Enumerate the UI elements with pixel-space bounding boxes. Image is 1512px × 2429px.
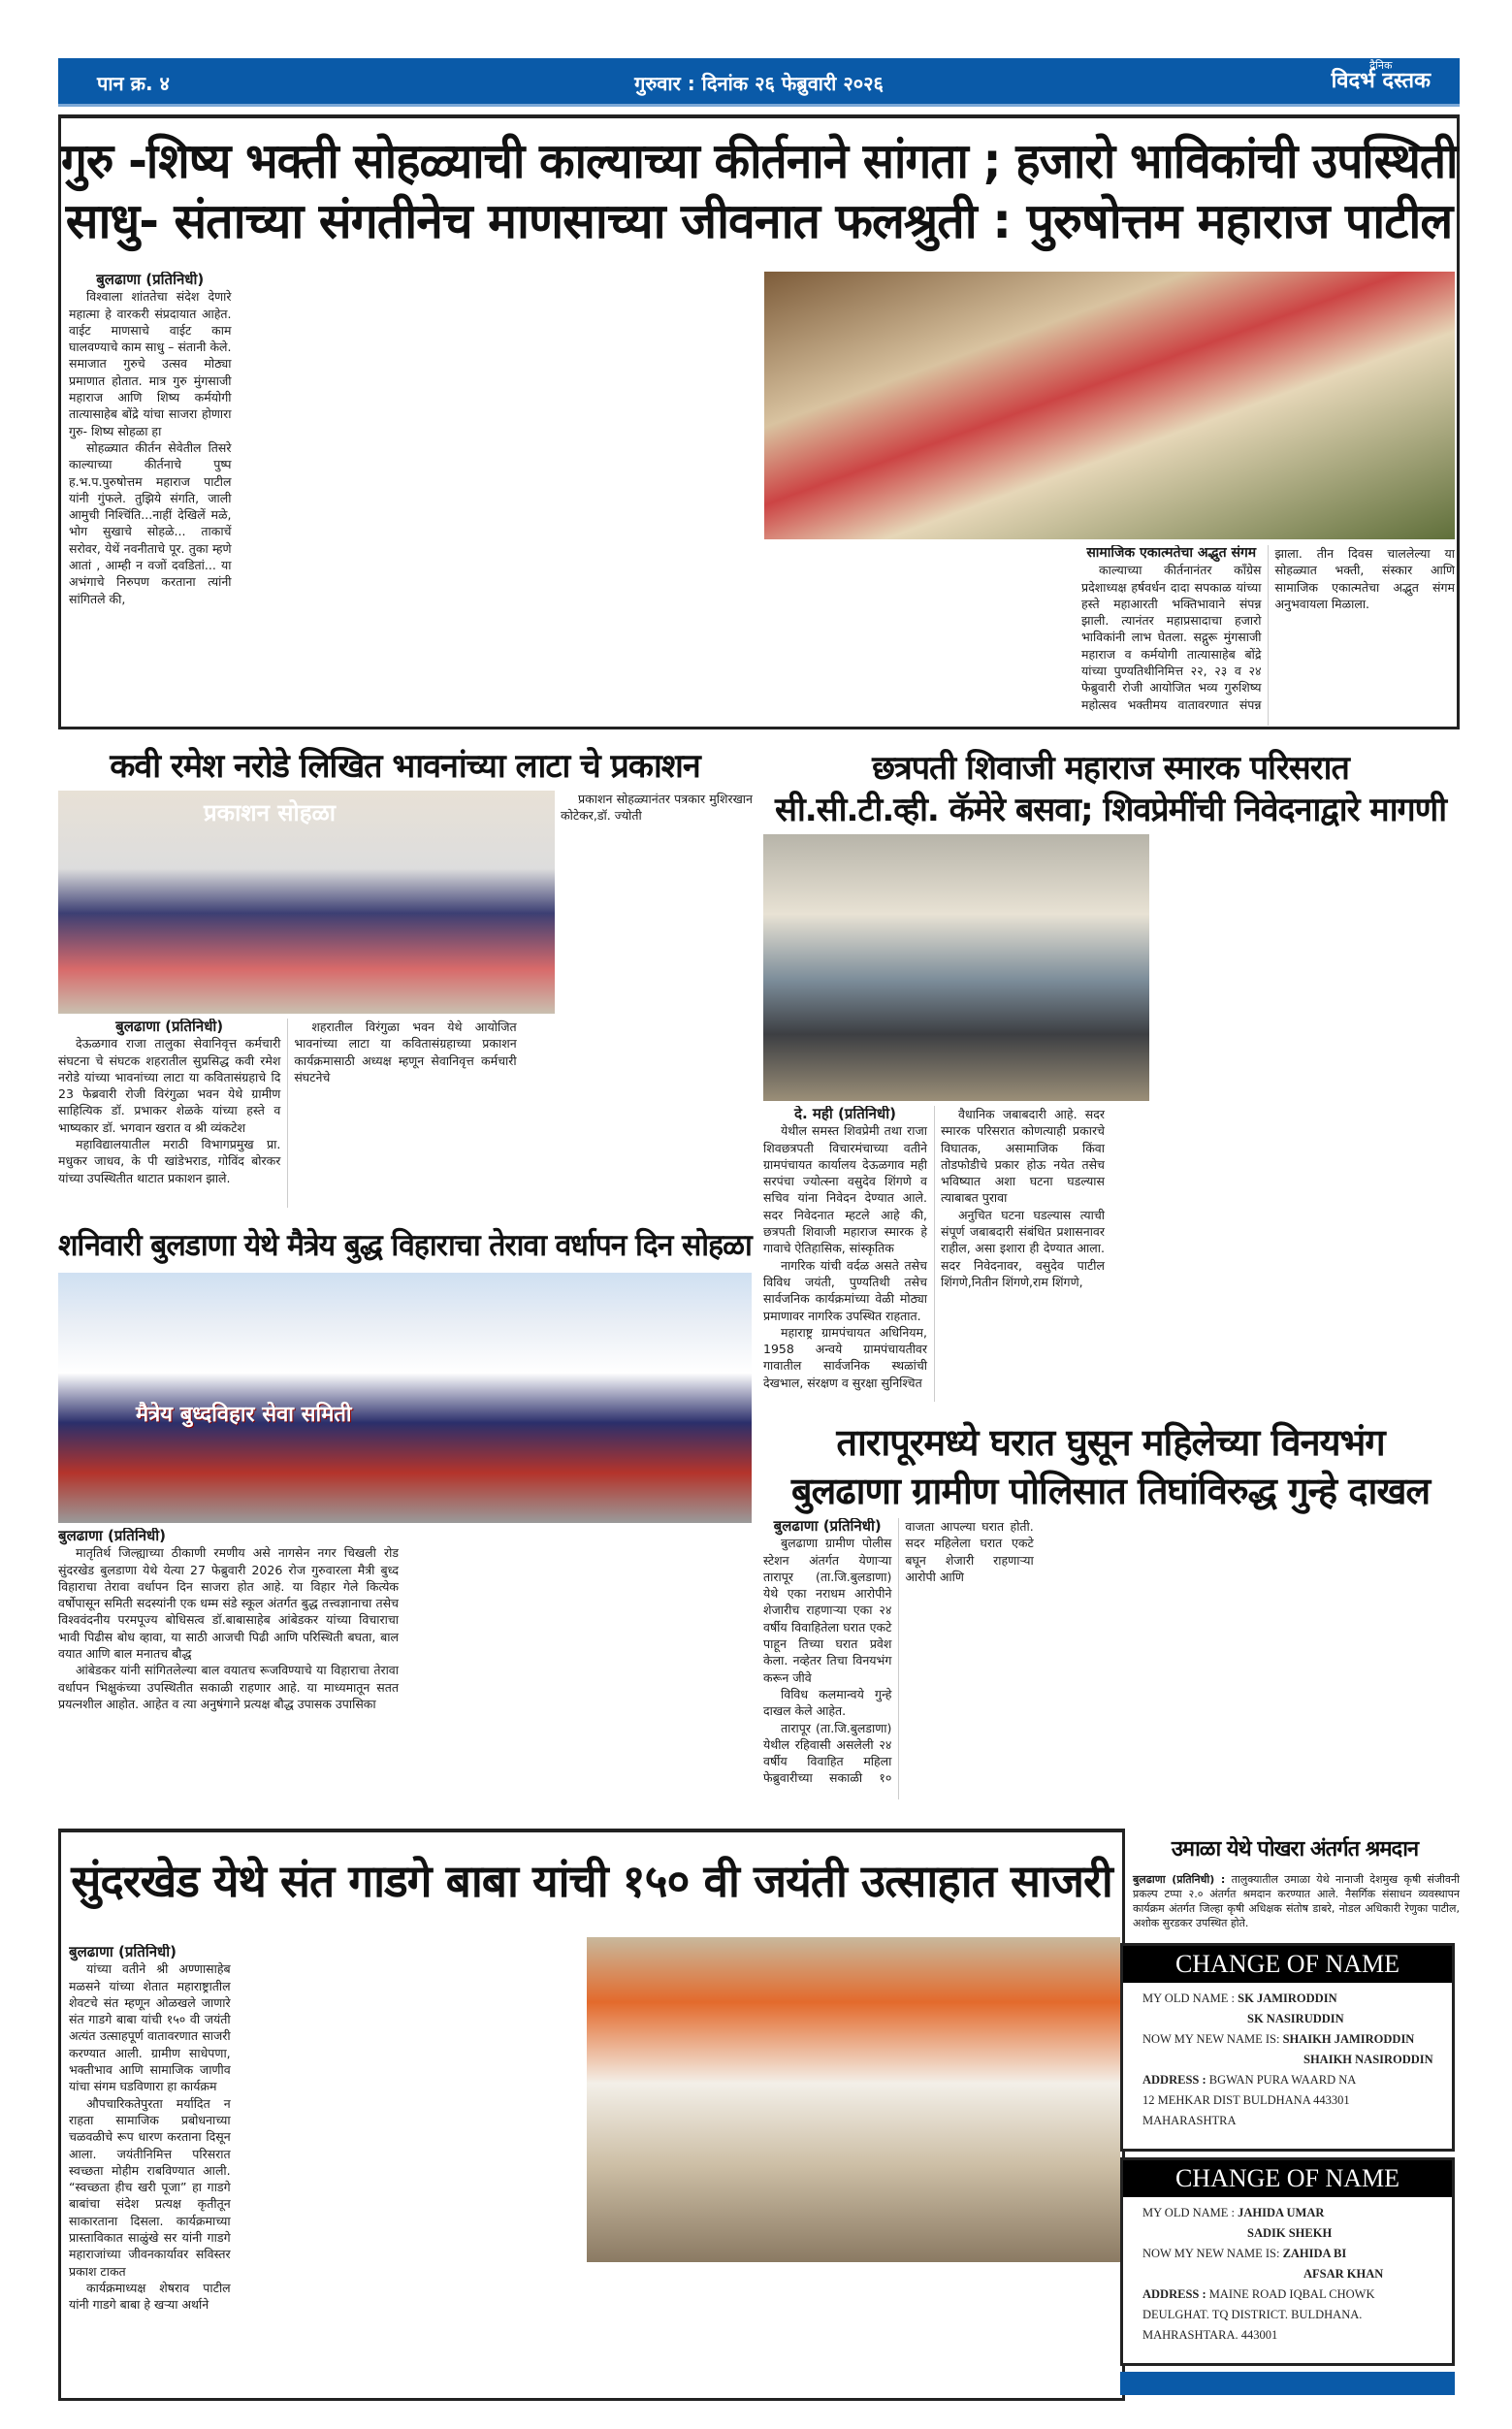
paragraph: यांच्या वतीने श्री अण्णासाहेब मळसने यांच्या शेतात महाराष्ट्रातील शेवटचे संत म्हणून ओळखले जाणारे संत गाडगे बाबा यांची १५० वी जयंती अत्यंत उत्साहपूर्ण वातावरणात साजरी करण्यात आली. ग्रामीण साधेपणा, भक्तीभाव आणि सामाजिक जाणीव यांचा संगम घडविणारा हा कार्यक्रम [69, 1961, 231, 2094]
page-number: पान क्र. ४ [97, 72, 170, 95]
lead-headline-1: गुरु -शिष्य भक्ती सोहळ्याची काल्याच्या कीर्तनाने सांगता ; हजारो भाविकांची उपस्थिती [61, 133, 1458, 189]
paragraph: सोहळ्यात कीर्तन सेवेतील तिसरे काल्याच्या कीर्तनाचे पुष्प ह.भ.प.पुरुषोत्तम महाराज पाटील यांनी गुंफले. तुझिये संगति, जाली आमुची निश्चिंति...नाहीं देखिलें मळे, भोग सुखाचे सोहळे... ताकाचें सरोवर, येथें नवनीताचे पूर. तुका म्हणे आतां , आम्ही न वजों दवडितां... या अभंगाचे निरुपण करताना त्यांनी सांगितले की, [69, 439, 232, 606]
kavi-side-text [561, 791, 753, 1012]
paragraph: तालुक्यातील उमाळा येथे नानाजी देशमुख कृषी संजीवनी प्रकल्प टप्पा २.० अंतर्गत श्रमदान करण्यात आले. नैसर्गिक संसाधन व्यवस्थापन कार्यक्रम अंतर्गत जिल्हा कृषी अधिक्षक संतोष डाबरे, नोडल अधिकारी रेणुका पाटील, अशोक सुरडकर उपस्थित होते. [1133, 1873, 1460, 1929]
paragraph: विश्वाला शांततेचा संदेश देणारे महात्मा हे वारकरी संप्रदायात आहेत. वाईट माणसाचे वाईट काम घालवण्याचे काम साधु – संतानी केले. समाजात गुरुचे उत्सव मोठ्या प्रमाणात होतात. मात्र गुरु मुंगसाजी महाराज आणि शिष्य कर्मयोगी तात्यासाहेब बोंद्रे यांचा साजरा होणारा गुरु- शिष्य सोहळा हा [69, 289, 232, 438]
gadge-photo [587, 1937, 1120, 2262]
vihar-photo [58, 1273, 752, 1523]
new-name: ZAHIDA BI [1282, 2247, 1347, 2260]
old-name: JAHIDA UMAR [1238, 2206, 1325, 2219]
lead-body [69, 272, 759, 724]
change-of-name-notice: CHANGE OF NAME MY OLD NAME : JAHIDA UMAR SADIK SHEKH NOW MY NEW NAME IS: ZAHIDA BI AFSAR KHAN ADDRESS : MAINE ROAD IQBAL CHOWK DEULGHAT. TQ DISTRICT. BULDHANA. MAHRASHTARA. 443001 [1120, 2157, 1455, 2366]
byline: बुलढाणा (प्रतिनिधी) : [1133, 1873, 1226, 1886]
paragraph: वैधानिक जबाबदारी आहे. सदर स्मारक परिसरात कोणत्याही प्रकारचे विघातक, असामाजिक किंवा तोडफोडीचे प्रकार होऊ नयेत तसेच भविष्यात अशा घटना घडल्यास त्याबाबत पुरावा [941, 1107, 1105, 1206]
byline: बुलढाणा (प्रतिनिधी) [69, 1944, 177, 1960]
paragraph: औपचारिकतेपुरता मर्यादित न राहता सामाजिक प्रबोधनाच्या चळवळीचे रूप धारण करताना दिसून आला. जयंतीनिमित्त परिसरात स्वच्छता मोहीम राबविण्यात आली. “स्वच्छता हीच खरी पूजा” हा गाडगे बाबांचा संदेश प्रत्यक्ष कृतीतून साकारताना दिसला. कार्यक्रमाच्या प्रास्ताविकात साळुंखे सर यांनी गाडगे महाराजांच्या जीवनकार्यावर सविस्तर प्रकाश टाकत [69, 2095, 231, 2279]
kavi-body [58, 1019, 753, 1208]
vihar-headline: शनिवारी बुलडाणा येथे मैत्रेय बुद्ध विहाराचा तेरावा वर्धापन दिन सोहळा [58, 1228, 752, 1263]
new-name-2: SHAIKH NASIRODDIN [1303, 2053, 1433, 2066]
lead-headline-2: साधु- संताच्या संगतीनेच माणसाच्या जीवनात फलश्रुती : पुरुषोत्तम महाराज पाटील [65, 193, 1453, 249]
byline: बुलढाणा (प्रतिनिधी) [773, 1518, 882, 1535]
paragraph: अनुचित घटना घडल्यास त्याची संपूर्ण जबाबदारी संबंधित प्रशासनावर राहील, असा इशारा ही देण्यात आला. सदर निवेदनावर, वसुदेव पाटील शिंगणे,नितीन शिंगणे,राम शिंगणे, [941, 1207, 1105, 1289]
address: MAINE ROAD IQBAL CHOWK [1208, 2287, 1375, 2301]
tarapur-body [763, 1518, 1460, 1799]
notice-title: CHANGE OF NAME [1123, 1946, 1452, 1983]
lead-photo [764, 272, 1455, 539]
change-of-name-notice: CHANGE OF NAME MY OLD NAME : SK JAMIRODDIN SK NASIRUDDIN NOW MY NEW NAME IS: SHAIKH JAMIRODDIN SHAIKH NASIRODDIN ADDRESS : BGWAN PURA WAARD NA 12 MEHKAR DIST BULDHANA 443301 MAHARASHTRA [1120, 1943, 1455, 2152]
masthead-bar [58, 58, 1460, 107]
old-name-2: SADIK SHEKH [1247, 2226, 1333, 2240]
paragraph: मातृतिर्थ जिल्ह्याच्या ठीकाणी रमणीय असे नागसेन नगर चिखली रोड सुंदरखेड बुलडाणा येथे येत्या 27 फेब्रुवारी 2026 रोज गुरुवारला मैत्री बुध्द विहाराचा तेरावा वर्धापन दिन साजरा होत आहे. या विहार गेले कित्येक वर्षोपासून समिती सदस्यांनी एक धम्म संडे स्कूल अंतर्गत बुद्ध तत्त्वज्ञानाचा तसेच विश्ववंदनीय परमपूज्य बोधिसत्व डॉ.बाबासाहेब आंबेडकर यांच्या विचाराचा भावी पिढीस बोध व्हावा, या साठी आजची पिढी आणि परिस्थिती बघता, बाल वयात आणि बाल मनातच बौद्ध [58, 1545, 399, 1662]
byline: बुलढाणा (प्रतिनिधी) [115, 1019, 224, 1035]
shivaji-headline-2: सी.सी.टी.व्ही. कॅमेरे बसवा; शिवप्रेमींची निवेदनाद्वारे मागणी [774, 791, 1447, 829]
paragraph: देऊळगाव राजा तालुका सेवानिवृत्त कर्मचारी संघटना चे संघटक शहरातील सुप्रसिद्ध कवी रमेश नरोडे यांच्या भावनांच्या लाटा या कवितासंग्रहाचे दि 23 फेब्रवारी रोजी विरंगुळा भवन येथे ग्रामीण साहित्यिक डॉ. प्रभाकर शेळके यांच्या हस्ते व भाष्यकार डॉ. भगवान खरात व श्री व्यंकटेश [58, 1036, 281, 1135]
old-name-2: SK NASIRUDDIN [1247, 2012, 1344, 2025]
byline: दे. मही (प्रतिनिधी) [794, 1106, 896, 1122]
shivaji-body [763, 1106, 1460, 1402]
paragraph: काल्याच्या कीर्तनानंतर काँग्रेस प्रदेशाध्यक्ष हर्षवर्धन दादा सपकाळ यांच्या हस्ते महाआरती भक्तिभावाने संपन्न झाली. त्यानंतर महाप्रसादाचा हजारो भाविकांनी लाभ घेतला. सद्गुरू मुंगसाजी महाराज व कर्मयोगी तात्यासाहेब बोंद्रे यांच्या पुण्यतिथीनिमित्त २२, २३ व २४ फेब्रुवारी रोजी आयोजित भव्य गुरुशिष्य महोत्सव भक्तीमय वातावरणात संपन्न झाला. तीन दिवस चाललेल्या या सोहळ्यात भक्ती, संस्कार आणि सामाजिक एकात्मतेचा अद्भुत संगम अनुभवायला मिळाला. [1081, 546, 1455, 712]
paragraph: प्रकाशन सोहळ्यानंतर पत्रकार मुशिरखान कोटेकर,डॉ. ज्योती [561, 792, 753, 824]
old-name: SK JAMIRODDIN [1238, 1992, 1337, 2005]
paragraph: आंबेडकर यांनी सांगितलेल्या बाल वयातच रूजविण्याचे या विहाराचा तेरावा वर्धापन भिक्षुकंच्या उपस्थितीत सकाळी राहणार आहे. या माध्यमातून सतत प्रयत्नशील आहोत. आहेत व त्या अनुषंगाने प्रत्यक्ष बौद्ध उपासक उपासिका [58, 1663, 399, 1711]
tarapur-headline-1: तारापूरमध्ये घरात घुसून महिलेच्या विनयभंग [836, 1421, 1385, 1464]
notice-title: CHANGE OF NAME [1123, 2160, 1452, 2197]
gadge-headline: सुंदरखेड येथे संत गाडगे बाबा यांची १५० वी जयंती उत्साहात साजरी [71, 1855, 1112, 1907]
paragraph: नागरिक यांची वर्दळ असते तसेच विविध जयंती, पुण्यतिथी तसेच सार्वजनिक कार्यक्रमांच्या वेळी मोठ्या प्रमाणावर नागरिक उपस्थित राहतात. [763, 1257, 927, 1323]
umala-headline: उमाळा येथे पोखरा अंतर्गत श्रमदान [1171, 1837, 1419, 1862]
paragraph: महाविद्यालयातील मराठी विभागप्रमुख प्रा. मधुकर जाधव, के पी खांडेभराड, गोविंद बोरकर यांच्या उपस्थितीत थाटात प्रकाशन झाले. [58, 1137, 281, 1185]
subheading: सामाजिक एकात्मतेचा अद्भुत संगम [1086, 545, 1257, 561]
paragraph: येथील समस्त शिवप्रेमी तथा राजा शिवछत्रपती विचारमंचाच्या वतीने ग्रामपंचायत कार्यालय देऊळगाव मही सरपंचा ज्योत्स्ना वसुदेव शिंगणे व सचिव यांना निवेदन देण्यात आले. सदर निवेदनात म्हटले आहे की, छत्रपती शिवाजी महाराज स्मारक हे गावाचे ऐतिहासिक, सांस्कृतिक [763, 1123, 927, 1256]
paragraph: विविध कलमान्वये गुन्हे दाखल केले आहेत. [763, 1686, 892, 1719]
new-name: SHAIKH JAMIRODDIN [1282, 2032, 1415, 2046]
paragraph: बुलढाणा ग्रामीण पोलीस स्टेशन अंतर्गत येणाऱ्या तारापूर (ता.जि.बुलडाणा) येथे एका नराधम आरोपीने शेजारीच राहणाऱ्या एका २४ वर्षीय विवाहितेला घरात एकटे पाहून तिच्या घरात प्रवेश केला. नव्हेतर तिचा विनयभंग करून जीवे [763, 1536, 892, 1685]
byline: बुलढाणा (प्रतिनिधी) [96, 272, 205, 288]
byline: बुलढाणा (प्रतिनिधी) [58, 1528, 167, 1544]
lead-sub-body [1081, 545, 1455, 726]
vihar-sign-text: मैत्रेय बुध्दविहार सेवा समिती [136, 1403, 352, 1427]
paragraph: कार्यक्रमाध्यक्ष शेषराव पाटील यांनी गाडगे बाबा हे खऱ्या अर्थाने [69, 2280, 231, 2313]
newspaper-logo: दैनिक विदर्भ दस्तक [1331, 59, 1431, 93]
footer-bar [1120, 2372, 1455, 2395]
paragraph: शहरातील विरंगुळा भवन येथे आयोजित भावनांच्या लाटा या कवितासंग्रहाच्या प्रकाशन कार्यक्रमासाठी अध्यक्ष म्हणून सेवानिवृत्त कर्मचारी संघटनेचे [294, 1020, 517, 1085]
shivaji-side [1156, 834, 1460, 835]
kavi-headline: कवी रमेश नरोडे लिखित भावनांच्या लाटा चे प्रकाशन [110, 747, 700, 786]
kavi-photo [58, 791, 555, 1014]
umala-body [1133, 1872, 1460, 1930]
vihar-body [58, 1528, 753, 1799]
photo-banner-text: प्रकाशन सोहळा [204, 799, 336, 826]
new-name-2: AFSAR KHAN [1303, 2267, 1384, 2281]
issue-date: गुरुवार : दिनांक २६ फेब्रुवारी २०२६ [634, 72, 884, 95]
tarapur-headline-2: बुलढाणा ग्रामीण पोलिसात तिघांविरुद्ध गुन्हे दाखल [790, 1470, 1431, 1512]
paragraph: तारापूर (ता.जि.बुलडाणा) येथील रहिवासी असलेली २४ वर्षीय विवाहित महिला फेब्रुवारीच्या सकाळी १० वाजता आपल्या घरात होती. सदर महिलेला घरात एकटे बघून शेजारी राहणाऱ्या आरोपी आणि [763, 1519, 1034, 1786]
shivaji-photo [763, 834, 1149, 1101]
gadge-article [58, 1829, 1125, 2401]
lead-article [58, 114, 1460, 729]
gadge-body [69, 1944, 581, 2395]
paragraph: महाराष्ट्र ग्रामपंचायत अधिनियम, 1958 अन्वये ग्रामपंचायतीवर गावातील सार्वजनिक स्थळांची देखभाल, संरक्षण व सुरक्षा सुनिश्चित [763, 1324, 927, 1390]
shivaji-headline-1: छत्रपती शिवाजी महाराज स्मारक परिसरात [872, 749, 1349, 788]
address: BGWAN PURA WAARD NA [1208, 2073, 1357, 2087]
